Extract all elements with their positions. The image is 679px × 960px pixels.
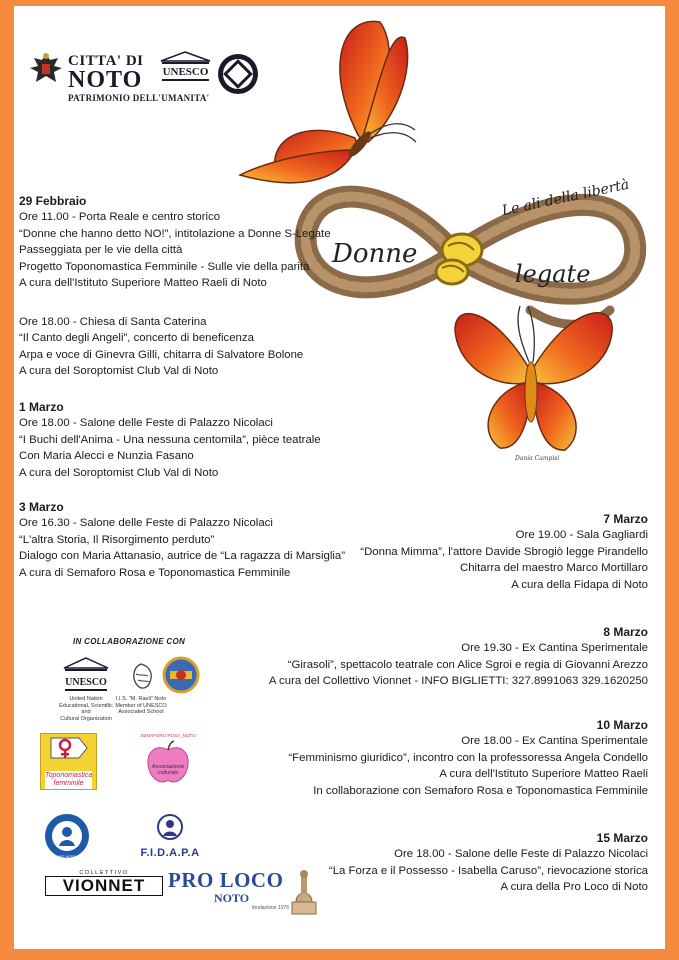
artwork-title-left: Donne xyxy=(332,239,418,269)
event-date: 15 Marzo xyxy=(596,831,648,845)
fidapa-icon xyxy=(153,812,187,842)
event-line: “I Buchi dell'Anima - Una nessuna centomila”, pièce teatrale xyxy=(19,433,321,446)
topo-caption-2: femminile xyxy=(53,780,84,787)
event-line: “L'altra Storia, Il Risorgimento perduto” xyxy=(19,533,215,546)
event-line: Ore 11.00 - Porta Reale e centro storico xyxy=(19,211,221,224)
event-line: “Il Canto degli Angeli”, concerto di beneficenza xyxy=(19,332,254,345)
event-line: “Femminismo giuridico”, incontro con la professoressa Angela Condello xyxy=(288,751,648,764)
female-symbol-icon xyxy=(41,734,96,764)
city-label: CITTA' DI xyxy=(68,53,144,69)
fidapa-logo xyxy=(135,812,205,859)
unesco-caption-2: Educational, Scientific and xyxy=(59,702,113,715)
event-3mar xyxy=(19,499,345,581)
collettivo-text: COLLETTIVO xyxy=(79,870,129,876)
event-line: “Donne che hanno detto NO!”, intitolazione a Donne S-Legate xyxy=(19,227,331,240)
heritage-label: PATRIMONIO DELL'UMANITA' xyxy=(68,93,210,103)
event-line: Arpa e voce di Ginevra Gilli, chitarra di Salvatore Bolone xyxy=(19,348,304,361)
event-date: 1 Marzo xyxy=(19,400,64,414)
proloco-year: fondazione 1976 xyxy=(252,905,289,911)
toponomastica-logo xyxy=(40,733,97,790)
event-line: Passeggiata per le vie della città xyxy=(19,244,183,257)
event-line: “Girasoli”, spettacolo teatrale con Alice Sgroi e regia di Giovanni Arezzo xyxy=(287,658,648,671)
semaforo-top-text: SEMAFORO ROSA_NOTO xyxy=(140,733,196,738)
semaforo-rosa-logo xyxy=(138,733,198,799)
event-15mar xyxy=(329,830,648,896)
event-line: Con Maria Alecci e Nunzia Fasano xyxy=(19,450,194,463)
event-line: A cura del Soroptomist Club Val di Noto xyxy=(19,365,219,378)
event-10mar xyxy=(288,717,648,799)
noto-crest-icon xyxy=(28,50,64,90)
partners-title: IN COLLABORAZIONE CON xyxy=(73,637,186,646)
soroptimist-text: SOROPTIMIST INTERNATIONAL xyxy=(43,855,91,859)
artwork-title-right: legate xyxy=(515,260,591,288)
event-line: Ore 18.00 - Ex Cantina Sperimentale xyxy=(461,735,648,748)
soroptimist-logo xyxy=(43,812,91,860)
unesco-caption-3: Cultural Organization xyxy=(60,715,112,722)
semaforo-caption-2: culturale xyxy=(157,770,179,776)
event-line: “La Forza e il Possesso - Isabella Caruso”, rievocazione storica xyxy=(328,864,648,877)
event-line: Chitarra del maestro Marco Mortillaro xyxy=(459,562,648,575)
raeli-caption-3: Associated School xyxy=(118,709,164,715)
event-date: 29 Febbraio xyxy=(19,194,87,208)
event-line: A cura del Soroptomist Club Val di Noto xyxy=(19,466,219,479)
event-8mar xyxy=(269,624,648,690)
butterfly-top xyxy=(240,21,416,182)
event-line: A cura della Pro Loco di Noto xyxy=(500,881,648,894)
event-line: Dialogo con Maria Attanasio, autrice de “La ragazza di Marsiglia” xyxy=(19,550,346,563)
event-line: In collaborazione con Semaforo Rosa e Toponomastica Femminile xyxy=(313,784,648,797)
event-1mar xyxy=(19,399,321,481)
event-line: A cura della Fidapa di Noto xyxy=(511,578,648,591)
event-line: A cura del Collettivo Vionnet - INFO BIGLIETTI: 327.8991063 329.1620250 xyxy=(268,675,648,688)
event-line: Ore 18.00 - Chiesa di Santa Caterina xyxy=(19,316,207,328)
unesco-partner-text: UNESCO xyxy=(65,677,107,688)
proloco-text: PRO LOCO xyxy=(168,868,284,892)
event-29feb-evening xyxy=(19,314,303,380)
unesco-temple-icon xyxy=(61,656,111,696)
event-line: Ore 18.00 - Salone delle Feste di Palazzo Nicolaci xyxy=(19,417,273,430)
butterfly-bottom xyxy=(455,306,612,450)
apple-icon xyxy=(143,740,193,786)
event-7mar xyxy=(360,511,648,593)
event-date: 7 Marzo xyxy=(603,512,648,526)
unesco-header-text: UNESCO xyxy=(162,66,209,78)
event-line: Ore 19.00 - Sala Gagliardi xyxy=(515,529,648,542)
event-29feb-morning xyxy=(19,193,331,291)
artist-signature: Dania Campisi xyxy=(515,455,560,462)
event-line: A cura dell'Istituto Superiore Matteo Raeli di Noto xyxy=(19,277,267,290)
vionnet-logo xyxy=(45,870,163,896)
proloco-logo xyxy=(168,868,322,920)
fidapa-text: F.I.D.A.P.A xyxy=(140,847,200,859)
unesco-logo xyxy=(56,656,116,722)
unesco-temple-icon xyxy=(158,50,213,84)
event-date: 3 Marzo xyxy=(19,500,64,514)
vionnet-text: VIONNET xyxy=(45,876,163,896)
semaforo-caption-1: Associazione xyxy=(151,763,185,770)
artwork-subtitle: Le ali della libertà xyxy=(500,176,631,220)
city-name: NOTO xyxy=(68,67,143,93)
event-line: Ore 19.30 - Ex Cantina Sperimentale xyxy=(461,642,648,655)
topo-caption-1: Toponomastica xyxy=(45,772,93,779)
event-line: “Donna Mimma”, l'attore Davide Sbrogiò legge Pirandello xyxy=(360,545,648,558)
raeli-caption-2: Member of UNESCO xyxy=(115,702,167,709)
event-line: A cura di Semaforo Rosa e Toponomastica Femminile xyxy=(19,566,291,579)
event-line: Ore 16.30 - Salone delle Feste di Palazzo Nicolaci xyxy=(19,517,273,530)
fountain-icon xyxy=(286,868,322,918)
raeli-icon xyxy=(126,660,156,696)
event-date: 8 Marzo xyxy=(603,625,648,639)
event-line: Progetto Toponomastica Femminile - Sulle vie della parità xyxy=(19,260,310,273)
event-line: A cura dell'Istituto Superiore Matteo Raeli xyxy=(439,768,648,781)
proloco-city: NOTO xyxy=(214,891,250,905)
raeli-caption-1: I.I.S. "M. Raeli" Noto xyxy=(115,696,167,702)
event-line: Ore 18.00 - Salone delle Feste di Palazzo Nicolaci xyxy=(394,848,648,861)
unesco-caption-1: United Nation xyxy=(69,696,103,702)
partner-badge-icon xyxy=(162,656,200,694)
event-date: 10 Marzo xyxy=(596,718,648,732)
